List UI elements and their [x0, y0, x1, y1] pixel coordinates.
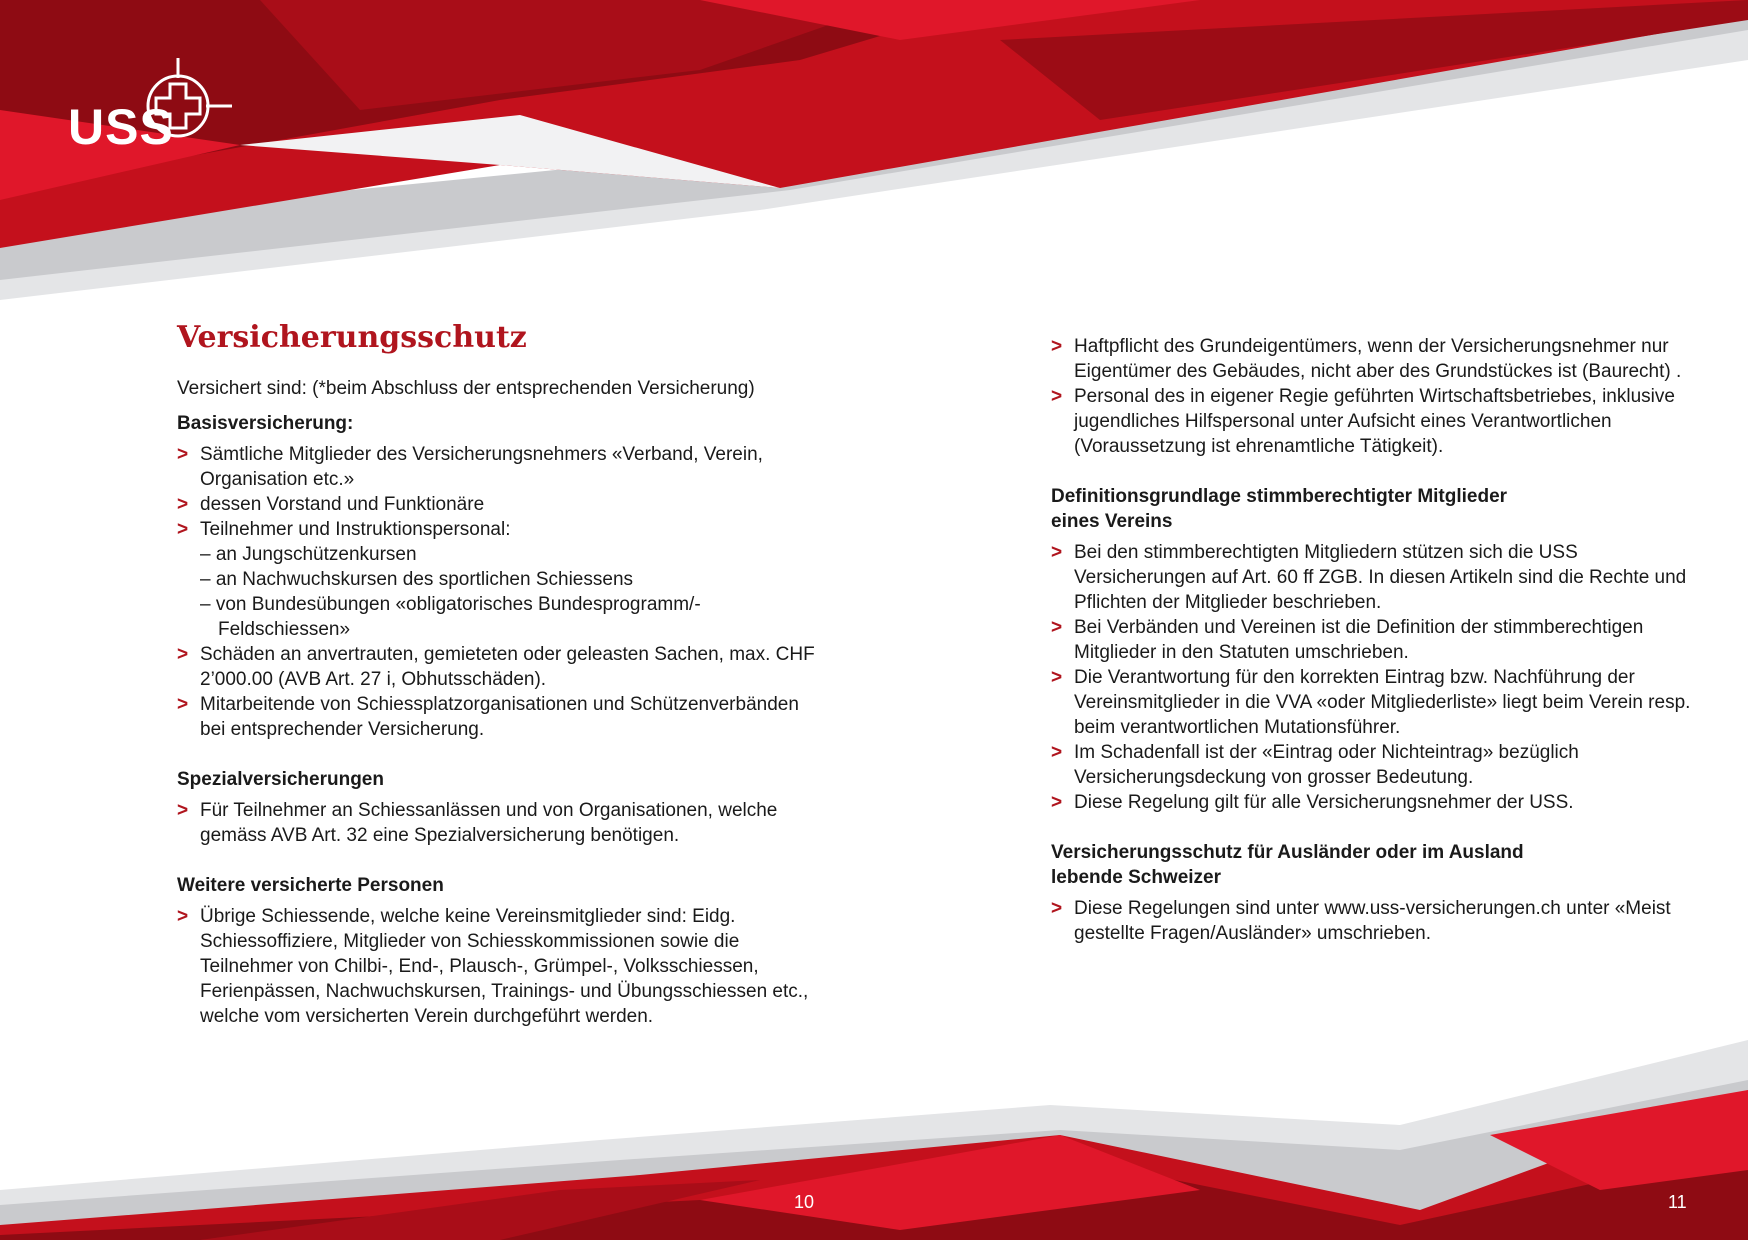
spezial-list: [177, 798, 817, 848]
arrow-marker-icon: >: [177, 906, 189, 927]
list-item: > Bei den stimmberechtigten Mitgliedern stützen sich die USS Versicherungen auf Art. 60 ff ZGB. In diesen Artikeln sind die Rechte und Pflichten der Mitglieder beschrieben.: [1051, 542, 1687, 613]
arrow-marker-icon: >: [177, 694, 189, 715]
definition-list: [1051, 540, 1691, 815]
list-item: > Personal des in eigener Regie geführten Wirtschaftsbetriebes, inklusive jugendliches Hilfspersonal unter Aufsicht eines Verantwortlichen (Voraussetzung ist ehrenamtliche Tätigkeit).: [1051, 386, 1675, 457]
arrow-marker-icon: >: [1051, 386, 1063, 407]
list-item: > Schäden an anvertrauten, gemieteten oder geleasten Sachen, max. CHF 2’000.00 (AVB Art. 27 i, Obhutsschäden).: [177, 644, 815, 690]
list-item: > Diese Regelungen sind unter www.uss-versicherungen.ch unter «Meist gestellte Fragen/Ausländer» umschrieben.: [1051, 898, 1671, 944]
left-page-content: [177, 320, 817, 1029]
arrow-marker-icon: >: [177, 444, 189, 465]
right-page-content: [1051, 334, 1691, 946]
page-title: Versicherungsschutz: [177, 320, 527, 355]
arrow-marker-icon: >: [1051, 898, 1063, 919]
arrow-marker-icon: >: [1051, 667, 1063, 688]
page-number-right: 11: [1668, 1192, 1687, 1212]
list-item: > Mitarbeitende von Schiessplatzorganisationen und Schützenverbänden bei entsprechender Versicherung.: [177, 694, 799, 740]
footer-banner: [0, 1030, 1748, 1240]
weitere-heading: Weitere versicherte Personen: [177, 875, 444, 896]
arrow-marker-icon: >: [177, 644, 189, 665]
header-banner: [0, 0, 1748, 310]
list-item: > Bei Verbänden und Vereinen ist die Definition der stimmberechtigen Mitglieder in den Statuten umschrieben.: [1051, 617, 1644, 663]
list-item: > Die Verantwortung für den korrekten Eintrag bzw. Nachführung der Vereinsmitglieder in die VVA «oder Mitgliederliste» liegt beim Verein resp. beim verantwortlichen Mutationsführer.: [1051, 667, 1691, 738]
list-item: > Diese Regelung gilt für alle Versicherungsnehmer der USS.: [1051, 792, 1574, 813]
list-item: > Sämtliche Mitglieder des Versicherungsnehmers «Verband, Verein, Organisation etc.»: [177, 444, 763, 490]
arrow-marker-icon: >: [177, 519, 189, 540]
ausland-heading: Versicherungsschutz für Ausländer oder im Ausland lebende Schweizer: [1051, 842, 1524, 888]
uss-logo: [68, 58, 238, 158]
intro-text: Versichert sind: (*beim Abschluss der entsprechenden Versicherung): [177, 378, 755, 399]
basis-heading: Basisversicherung:: [177, 413, 354, 434]
arrow-marker-icon: >: [177, 494, 189, 515]
spezial-heading: Spezialversicherungen: [177, 769, 384, 790]
arrow-marker-icon: >: [1051, 542, 1063, 563]
list-item: > Im Schadenfall ist der «Eintrag oder Nichteintrag» bezüglich Versicherungsdeckung von grosser Bedeutung.: [1051, 742, 1579, 788]
weitere-list: [177, 904, 817, 1029]
page-number-left: 10: [794, 1192, 815, 1212]
sub-item: – an Nachwuchskursen des sportlichen Schiessens: [200, 569, 634, 590]
arrow-marker-icon: >: [1051, 742, 1063, 763]
list-item: > dessen Vorstand und Funktionäre: [177, 494, 485, 515]
ausland-list: [1051, 896, 1691, 946]
list-item: > Übrige Schiessende, welche keine Vereinsmitglieder sind: Eidg. Schiessoffiziere, Mitglieder von Schiesskommissionen sowie die Teilnehmer von Chilbi-, End-, Plausch-, Grümpel-, Volksschiessen, Ferienpässen, Nachwuchskursen, Trainings- und Übungsschiessen etc., welche vom versicherten Verein durchgeführt werden.: [177, 906, 809, 1027]
arrow-marker-icon: >: [1051, 336, 1063, 357]
top-list: [1051, 334, 1691, 459]
basis-list: [177, 442, 817, 742]
logo-text: USS: [68, 99, 174, 155]
list-item: > Für Teilnehmer an Schiessanlässen und von Organisationen, welche gemäss AVB Art. 32 eine Spezialversicherung benötigen.: [177, 800, 778, 846]
definition-heading: Definitionsgrundlage stimmberechtigter Mitglieder eines Vereins: [1051, 486, 1508, 532]
crosshair-cross-icon: [128, 58, 238, 158]
sub-item: – von Bundesübungen «obligatorisches Bundesprogramm/Feldschiessen»: [200, 594, 701, 640]
arrow-marker-icon: >: [177, 800, 189, 821]
arrow-marker-icon: >: [1051, 617, 1063, 638]
list-item: > Haftpflicht des Grundeigentümers, wenn der Versicherungsnehmer nur Eigentümer des Gebäudes, nicht aber des Grundstückes ist (Baurecht) .: [1051, 336, 1682, 382]
arrow-marker-icon: >: [1051, 792, 1063, 813]
sub-item: – an Jungschützenkursen: [200, 544, 417, 565]
list-item: > Teilnehmer und Instruktionspersonal: – an Jungschützenkursen – an Nachwuchskursen des sportlichen Schiessens – von Bundesübungen «obligatorisches Bundesprogramm/Feldschiessen»: [177, 517, 817, 642]
